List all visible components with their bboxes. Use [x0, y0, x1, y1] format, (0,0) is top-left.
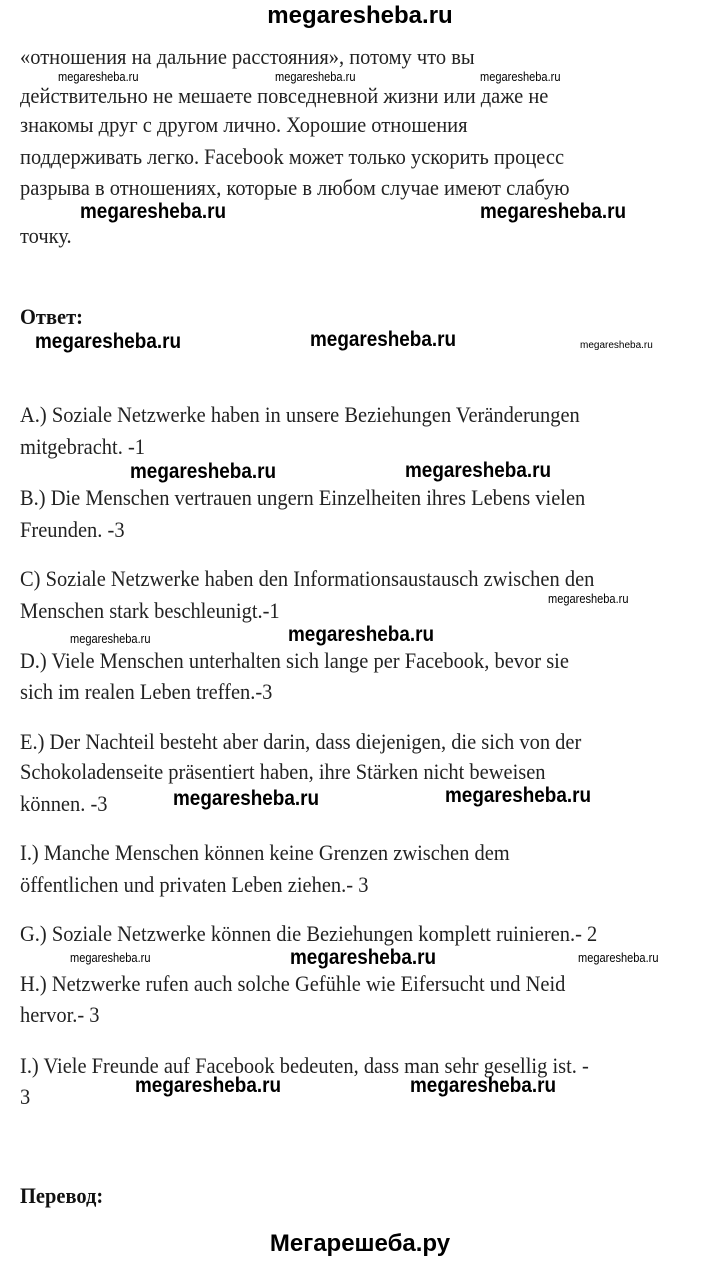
watermark: megaresheba.ru	[445, 784, 592, 807]
watermark: megaresheba.ru	[410, 1074, 557, 1097]
answer-line: sich im realen Leben treffen.-3	[20, 679, 273, 704]
answer-line: B.) Die Menschen vertrauen ungern Einzelheiten ihres Lebens vielen	[20, 485, 586, 510]
watermark: megaresheba.ru	[288, 623, 435, 646]
answer-line: H.) Netzwerke rufen auch solche Gefühle wie Eifersucht und Neid	[20, 971, 566, 996]
watermark: megaresheba.ru	[70, 631, 151, 646]
answer-line: D.) Viele Menschen unterhalten sich lange per Facebook, bevor sie	[20, 648, 569, 673]
watermark: megaresheba.ru	[35, 330, 182, 353]
answer-line: C) Soziale Netzwerke haben den Informationsaustausch zwischen den	[20, 566, 595, 591]
watermark: megaresheba.ru	[135, 1074, 282, 1097]
translation-heading: Перевод:	[20, 1183, 104, 1208]
answer-line: öffentlichen und privaten Leben ziehen.- 3	[20, 872, 369, 897]
answer-line: hervor.- 3	[20, 1002, 100, 1027]
answer-heading: Ответ:	[20, 304, 83, 329]
watermark: megaresheba.ru	[310, 328, 457, 351]
intro-line: действительно не мешаете повседневной жизни или даже не	[20, 83, 549, 108]
watermark: megaresheba.ru	[290, 946, 437, 969]
answer-line: Menschen stark beschleunigt.-1	[20, 598, 280, 623]
watermark: megaresheba.ru	[548, 591, 629, 606]
watermark: megaresheba.ru	[275, 69, 356, 84]
answer-line: Schokoladenseite präsentiert haben, ihre Stärken nicht beweisen	[20, 759, 546, 784]
intro-line: точку.	[20, 223, 72, 248]
answer-line: mitgebracht. -1	[20, 434, 145, 459]
watermark: megaresheba.ru	[173, 787, 320, 810]
answer-line: G.) Soziale Netzwerke können die Beziehungen komplett ruinieren.- 2	[20, 921, 598, 946]
site-header: megaresheba.ru	[267, 2, 453, 29]
answer-line: I.) Viele Freunde auf Facebook bedeuten, dass man sehr gesellig ist. -	[20, 1053, 589, 1078]
answer-line: Freunden. -3	[20, 517, 125, 542]
intro-line: разрыва в отношениях, которые в любом случае имеют слабую	[20, 175, 570, 200]
watermark: megaresheba.ru	[80, 200, 227, 223]
watermark: megaresheba.ru	[580, 340, 653, 351]
answer-line: E.) Der Nachteil besteht aber darin, dass diejenigen, die sich von der	[20, 729, 582, 754]
watermark: megaresheba.ru	[480, 200, 627, 223]
intro-line: поддерживать легко. Facebook может только ускорить процесс	[20, 144, 565, 169]
intro-line: «отношения на дальние расстояния», потому что вы	[20, 44, 475, 69]
site-footer: Мегарешеба.ру	[269, 1230, 451, 1257]
answer-line: 3	[20, 1084, 31, 1109]
watermark: megaresheba.ru	[70, 950, 151, 965]
answer-line: können. -3	[20, 791, 108, 816]
answer-line: I.) Manche Menschen können keine Grenzen zwischen dem	[20, 840, 510, 865]
watermark: megaresheba.ru	[578, 950, 659, 965]
watermark: megaresheba.ru	[130, 460, 277, 483]
watermark: megaresheba.ru	[58, 69, 139, 84]
answer-line: A.) Soziale Netzwerke haben in unsere Beziehungen Veränderungen	[20, 402, 580, 427]
watermark: megaresheba.ru	[480, 69, 561, 84]
intro-line: знакомы друг с другом лично. Хорошие отношения	[20, 112, 468, 137]
watermark: megaresheba.ru	[405, 459, 552, 482]
